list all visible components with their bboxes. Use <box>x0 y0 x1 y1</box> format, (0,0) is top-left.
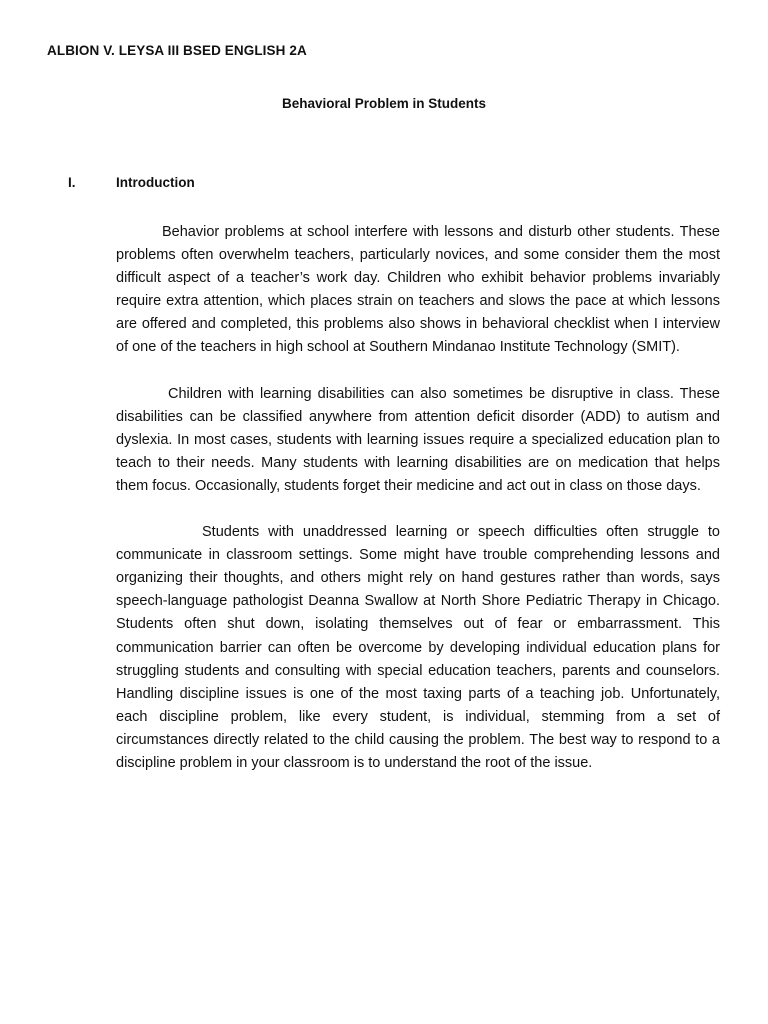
paragraph-1: Behavior problems at school interfere with lessons and disturb other students. These problems often overwhelm teachers, particularly novices, and some consider them the most difficult aspect of a teacher’s work day. Children who exhibit behavior problems invariably require extra attention, which places strain on teachers and slows the pace at which lessons are offered and completed, this problems also shows in behavioral checklist when I interview of one of the teachers in high school at Southern Mindanao Institute Technology (SMIT). <box>116 224 720 356</box>
author-line: ALBION V. LEYSA III BSED ENGLISH 2A <box>47 43 307 58</box>
body-text <box>116 221 720 798</box>
section-heading-text: Introduction <box>116 175 195 190</box>
section-heading <box>68 175 195 190</box>
paragraph-2: Children with learning disabilities can also sometimes be disruptive in class. These disabilities can be classified anywhere from attention deficit disorder (ADD) to autism and dyslexia. In most cases, students with learning issues require a specialized education plan to teach to their needs. Many students with learning disabilities are on medication that helps them focus. Occasionally, students forget their medicine and act out in class on those days. <box>116 385 720 494</box>
paragraph-3: Students with unaddressed learning or speech difficulties often struggle to communicate in classroom settings. Some might have trouble comprehending lessons and organizing their thoughts, and others might rely on hand gestures rather than words, says speech-language pathologist Deanna Swallow at North Shore Pediatric Therapy in Chicago. Students often shut down, isolating themselves out of fear or embarrassment. This communication barrier can often be overcome by developing individual education plans for struggling students and consulting with special education teachers, parents and counselors. Handling discipline issues is one of the most taxing parts of a teaching job. Unfortunately, each discipline problem, like every student, is individual, stemming from a set of circumstances directly related to the child causing the problem. The best way to respond to a discipline problem in your classroom is to understand the root of the issue. <box>116 524 720 771</box>
section-number: I. <box>68 175 76 190</box>
document-title: Behavioral Problem in Students <box>281 96 487 111</box>
